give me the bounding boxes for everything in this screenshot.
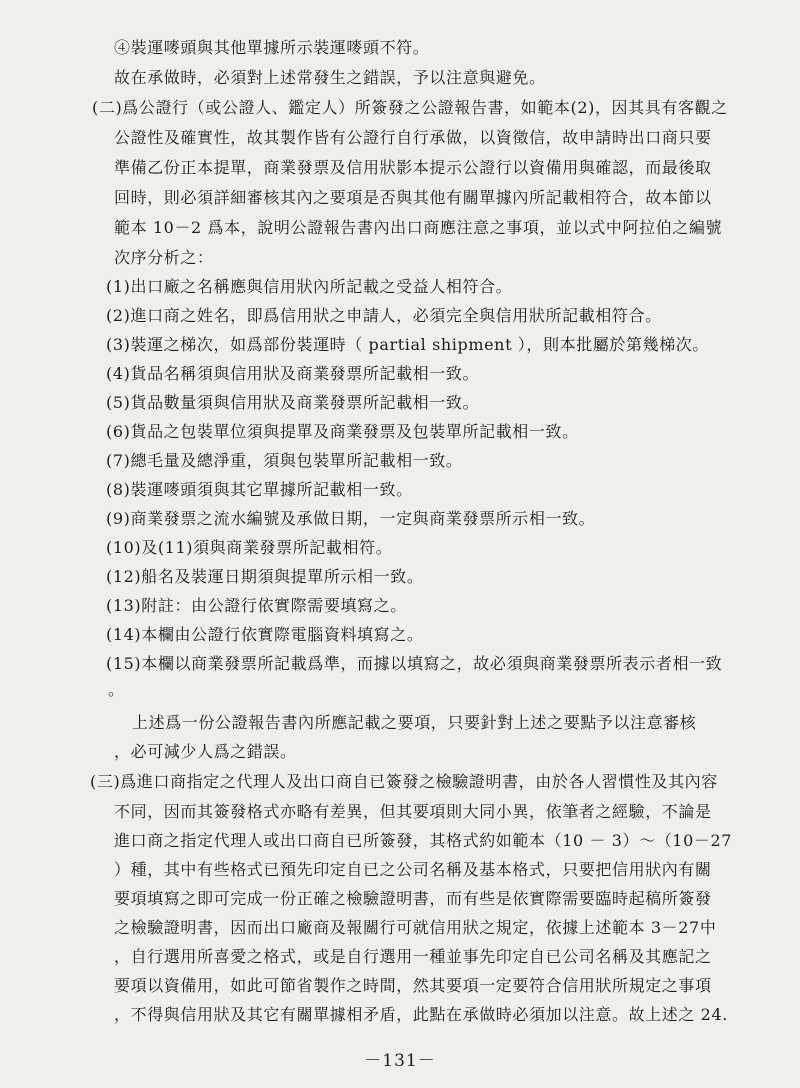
list-item: (9)商業發票之流水編號及承做日期，一定與商業發票所示相一致。 (106, 509, 596, 528)
list-item: (3)裝運之梯次，如爲部份裝運時（ partial shipment ），則本批屬於第幾梯次。 (106, 335, 710, 354)
text-line: 不同，因而其簽發格式亦略有差異，但其要項則大同小異，依筆者之經驗，不論是 (114, 802, 712, 821)
list-item: (10)及(11)須與商業發票所記載相符。 (106, 538, 393, 557)
text-line: 範本 10－2 爲本，說明公證報告書內出口商應注意之事項，並以式中阿拉伯之編號 (114, 218, 723, 237)
text-line: ，必可減少人爲之錯誤。 (114, 742, 297, 761)
text-line: 之檢驗證明書，因而出口廠商及報關行可就信用狀之規定，依據上述範本 3－27中 (114, 918, 717, 937)
text-line: ，自行選用所喜愛之格式，或是自行選用一種並事先印定自已公司名稱及其應記之 (114, 947, 712, 966)
text-line: 回時，則必須詳細審核其內之要項是否與其他有關單據內所記載相符合，故本節以 (114, 188, 712, 207)
list-item: (12)船名及裝運日期須與提單所示相一致。 (106, 567, 424, 586)
list-item: (13)附註：由公證行依實際需要填寫之。 (106, 596, 407, 615)
list-item: (4)貨品名稱須與信用狀及商業發票所記載相一致。 (106, 364, 480, 383)
text-line: 故在承做時，必須對上述常發生之錯誤，予以注意與避免。 (114, 68, 546, 87)
list-item: (8)裝運嘜頭須與其它單據所記載相一致。 (106, 480, 413, 499)
text-line: ④裝運嘜頭與其他單據所示裝運嘜頭不符。 (114, 38, 430, 57)
text-line: 次序分析之： (114, 248, 214, 267)
text-line: 要項填寫之即可完成一份正確之檢驗證明書，而有些是依實際需要臨時起稿所簽發 (114, 889, 712, 908)
section-heading-3: (三)爲進口商指定之代理人及出口商自已簽發之檢驗證明書，由於各人習慣性及其內容 (90, 772, 718, 791)
text-line: ）種，其中有些格式已預先印定自已之公司名稱及基本格式，只要把信用狀內有關 (114, 860, 712, 879)
page-number: －131－ (364, 1051, 436, 1071)
text-line: 進口商之指定代理人或出口商自已所簽發，其格式約如範本（10 － 3）～（10－27 (114, 831, 733, 850)
text-line: 準備乙份正本提單，商業發票及信用狀影本提示公證行以資備用與確認，而最後取 (114, 158, 712, 177)
list-item: (15)本欄以商業發票所記載爲準，而據以填寫之，故必須與商業發票所表示者相一致 (106, 654, 723, 673)
list-item: (1)出口廠之名稱應與信用狀內所記載之受益人相符合。 (106, 277, 513, 296)
list-item: (5)貨品數量須與信用狀及商業發票所記載相一致。 (106, 393, 480, 412)
text-line: ，不得與信用狀及其它有關單據相矛盾，此點在承做時必須加以注意。故上述之 24. (114, 1005, 728, 1024)
list-item: (7)總毛量及總淨重，須與包裝單所記載相一致。 (106, 451, 463, 470)
section-heading-2: (二)爲公證行（或公證人、鑑定人）所簽發之公證報告書，如範本(2)，因其具有客觀之 (92, 98, 728, 117)
text-line: 公證性及確實性，故其製作皆有公證行自行承做，以資徵信，故申請時出口商只要 (114, 128, 712, 147)
list-item: (2)進口商之姓名，即爲信用狀之申請人，必須完全與信用狀所記載相符合。 (106, 306, 662, 325)
text-line: 要項以資備用，如此可節省製作之時間，然其要項一定要符合信用狀所規定之事項 (114, 976, 712, 995)
list-item: (14)本欄由公證行依實際電腦資料填寫之。 (106, 625, 424, 644)
list-item-continuation: 。 (108, 680, 125, 699)
list-item: (6)貨品之包裝單位須與提單及商業發票及包裝單所記載相一致。 (106, 422, 579, 441)
text-line: 上述爲一份公證報告書內所應記載之要項，只要針對上述之要點予以注意審核 (132, 713, 697, 732)
